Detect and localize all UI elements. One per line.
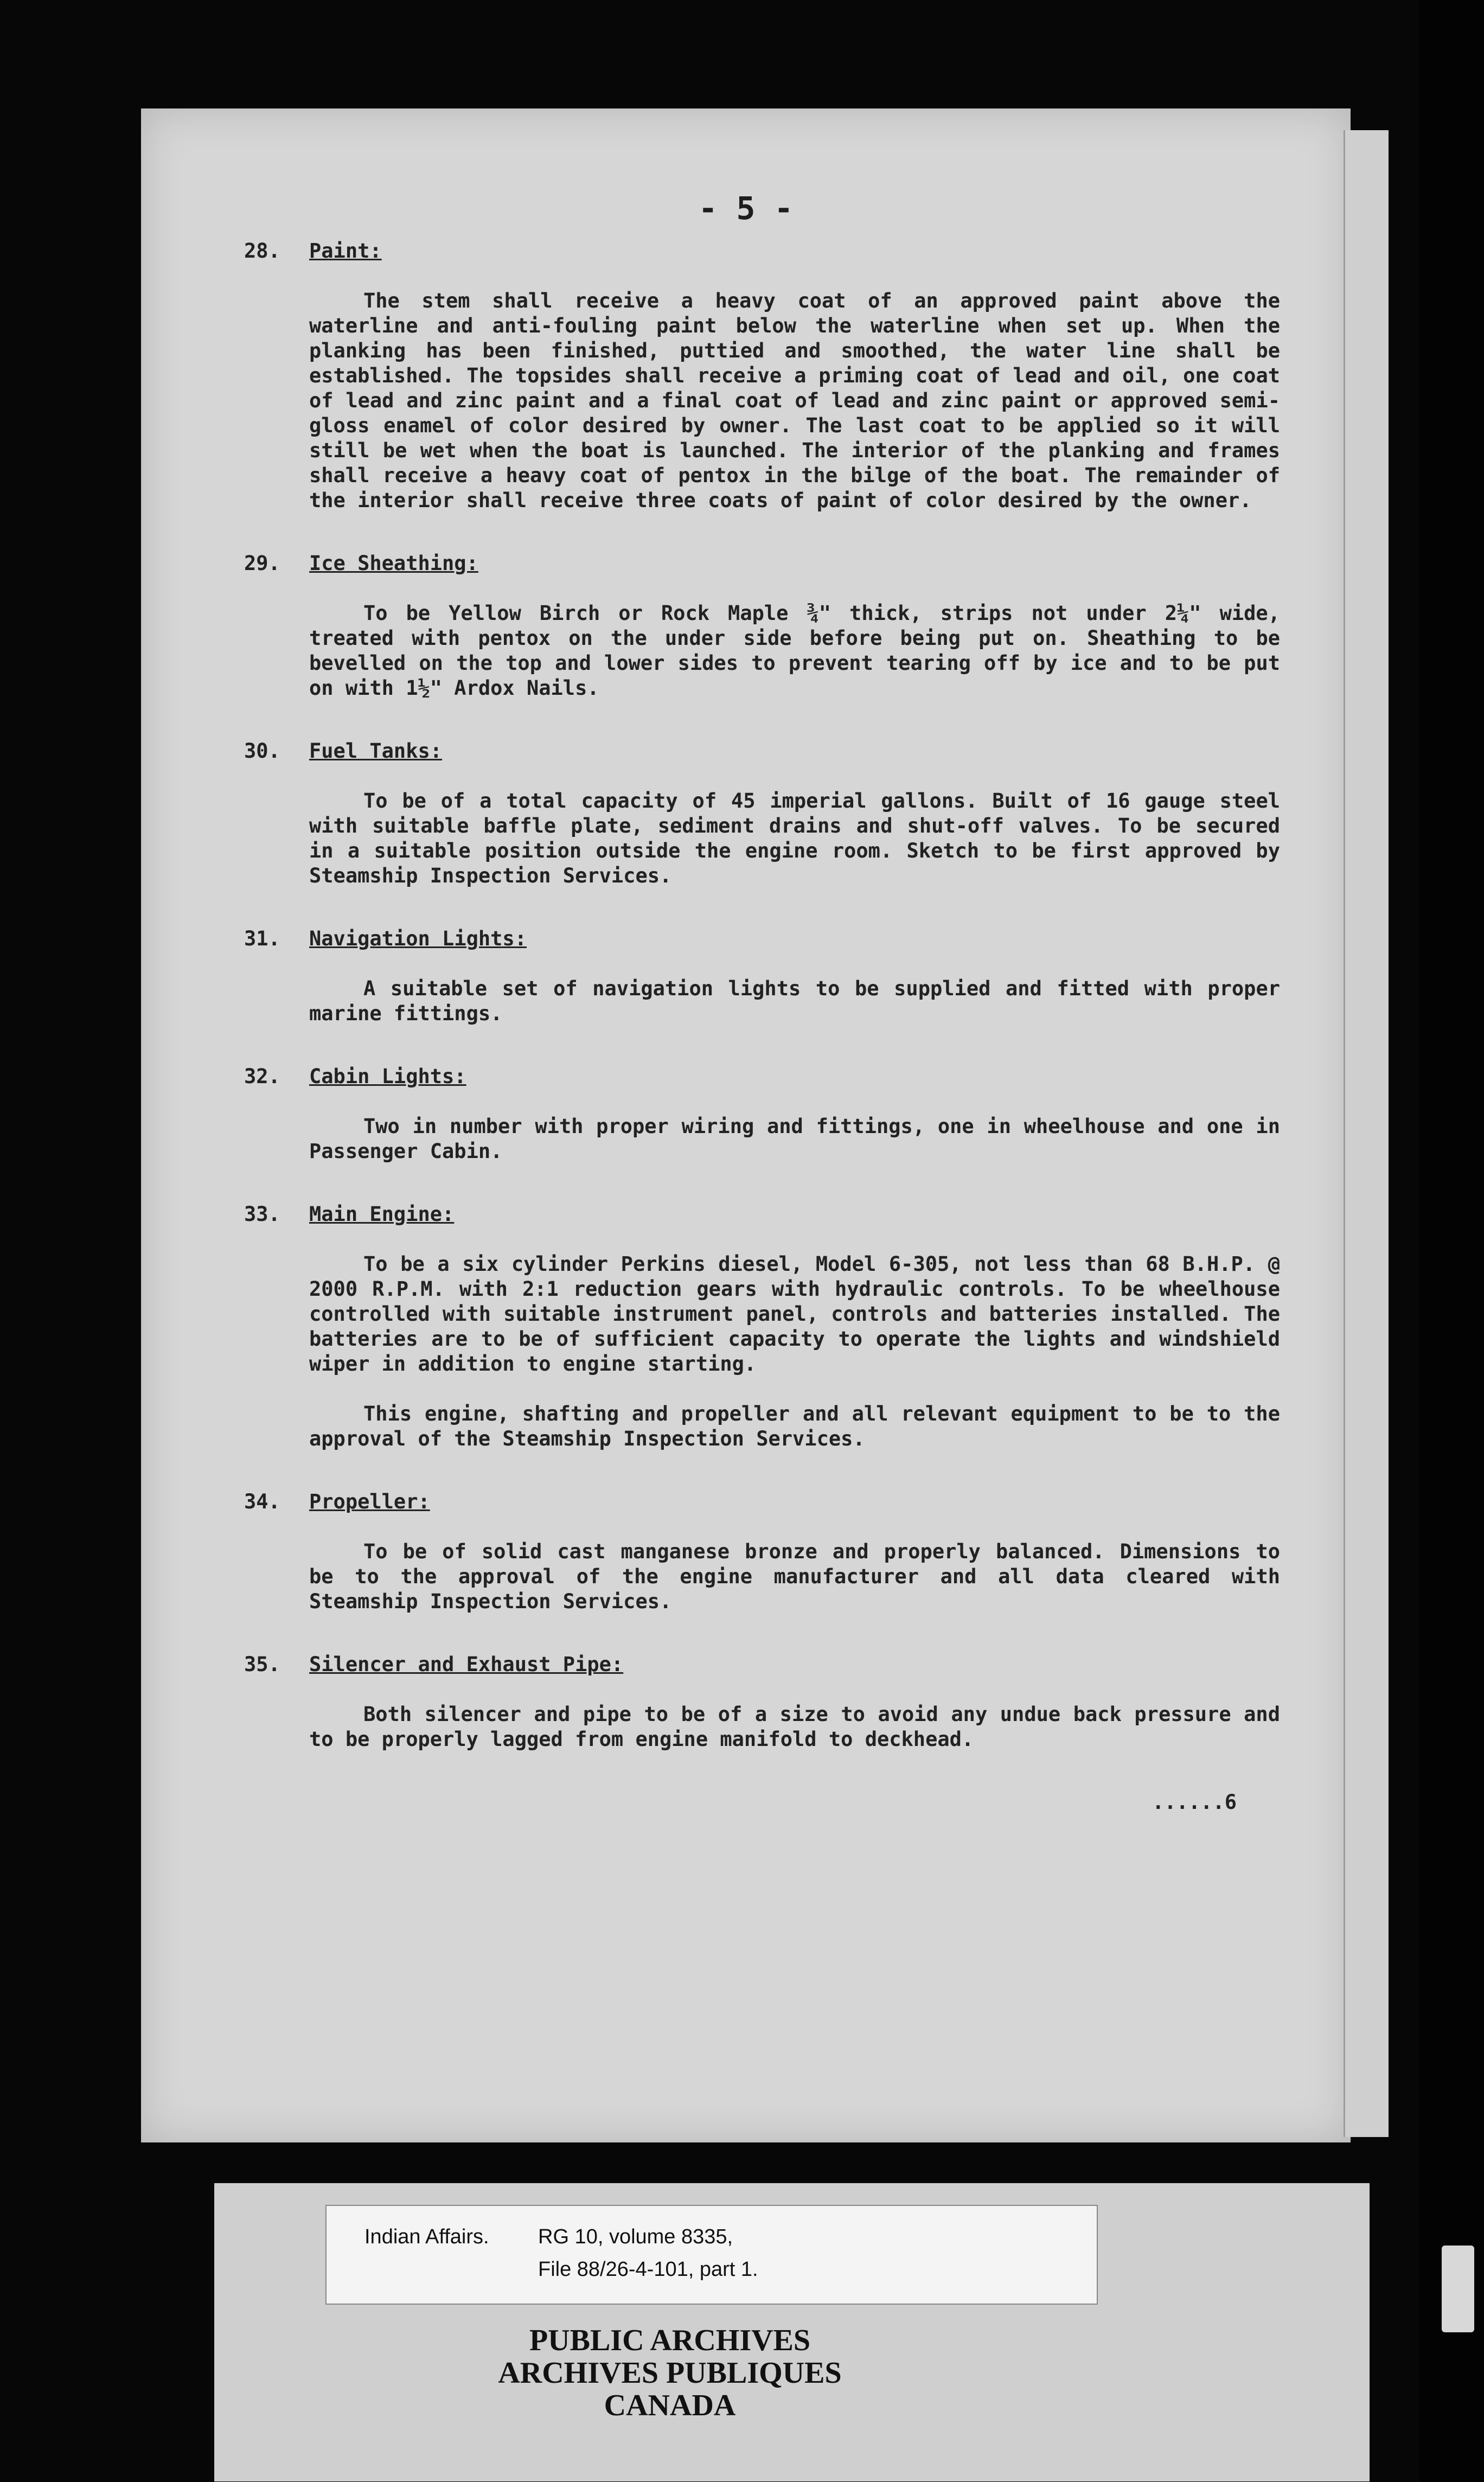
section-paragraph: The stem shall receive a heavy coat of an approved paint above the waterline and anti-fouling paint below the waterline when set up. When the planking has been finished, puttied and smoothed, the water line shall be established. The topsides shall receive a priming coat of lead and oil, one coat of lead and zinc paint and a final coat of lead and zinc paint or approved semi-gloss enamel of color desired by owner. The last coat to be applied so it will still be wet when the boat is launched. The interior of the planking and frames shall receive a heavy coat of pentox in the bilge of the boat. The remainder of the interior shall receive three coats of paint of color desired by the owner. (309, 289, 1280, 512)
spec-section (244, 739, 1280, 888)
section-heading (244, 551, 1280, 576)
section-title: Ice Sheathing: (309, 552, 478, 575)
spec-section (244, 1202, 1280, 1451)
section-heading (244, 1652, 1280, 1677)
file-reference-label: File 88/26-4-101, part 1. (538, 2258, 758, 2281)
archives-stamp (214, 2324, 1125, 2422)
section-paragraph: This engine, shafting and propeller and all relevant equipment to be to the approval of the Steamship Inspection Services. (309, 1402, 1280, 1450)
section-heading (244, 1202, 1280, 1227)
section-title: Main Engine: (309, 1202, 455, 1226)
section-paragraph: A suitable set of navigation lights to be supplied and fitted with proper marine fittings. (309, 977, 1280, 1025)
section-heading (244, 926, 1280, 951)
section-paragraph: To be of a total capacity of 45 imperial gallons. Built of 16 gauge steel with suitable baffle plate, sediment drains and shut-off valves. To be secured in a suitable position outside the engine room. Sketch to be first approved by Steamship Inspection Services. (309, 789, 1280, 887)
section-title: Navigation Lights: (309, 927, 527, 950)
spec-section (244, 1652, 1280, 1752)
film-edge (1419, 0, 1484, 2482)
spec-section (244, 1489, 1280, 1614)
section-paragraph: To be of solid cast manganese bronze and properly balanced. Dimensions to be to the approval of the engine manufacturer and all data cleared with Steamship Inspection Services. (309, 1540, 1280, 1613)
spec-section (244, 239, 1280, 513)
section-number: 31. (244, 927, 280, 950)
section-heading (244, 239, 1280, 264)
section-title: Silencer and Exhaust Pipe: (309, 1653, 624, 1676)
section-heading (244, 1489, 1280, 1514)
section-number: 33. (244, 1202, 280, 1226)
document-page (141, 108, 1351, 2142)
archive-footer (214, 2183, 1370, 2481)
section-paragraph: To be Yellow Birch or Rock Maple ¾" thick, strips not under 2¼" wide, treated with pentox on the under side before being put on. Sheathing to be bevelled on the top and lower sides to prevent tearing off by ice and to be put on with 1½" Ardox Nails. (309, 602, 1280, 700)
page-curl-edge (1344, 130, 1389, 2137)
page-number: - 5 - (698, 190, 794, 227)
section-number: 32. (244, 1065, 280, 1088)
section-title: Paint: (309, 239, 382, 263)
section-title: Propeller: (309, 1490, 430, 1513)
record-group-label: RG 10, volume 8335, (538, 2225, 733, 2248)
specification-content (244, 239, 1280, 1815)
section-number: 34. (244, 1490, 280, 1513)
department-label: Indian Affairs. (364, 2225, 489, 2248)
spec-section (244, 926, 1280, 1026)
continuation-marker: ......6 (1152, 1790, 1237, 1814)
section-title: Fuel Tanks: (309, 739, 443, 763)
section-number: 28. (244, 239, 280, 263)
archives-stamp-line: PUBLIC ARCHIVES (529, 2324, 811, 2357)
archive-reference-label (325, 2205, 1098, 2305)
section-paragraph: To be a six cylinder Perkins diesel, Model 6-305, not less than 68 B.H.P. @ 2000 R.P.M. with 2:1 reduction gears with hydraulic controls. To be wheelhouse controlled with suitable instrument panel, controls and batteries installed. The batteries are to be of sufficient capacity to operate the lights and windshield wiper in addition to engine starting. (309, 1252, 1280, 1376)
film-frame-mark (1442, 2246, 1474, 2332)
section-heading (244, 739, 1280, 764)
section-title: Cabin Lights: (309, 1065, 466, 1088)
section-heading (244, 1064, 1280, 1089)
spec-section (244, 1064, 1280, 1164)
section-number: 35. (244, 1653, 280, 1676)
archives-stamp-line: ARCHIVES PUBLIQUES (498, 2356, 842, 2390)
archives-stamp-line: CANADA (604, 2389, 736, 2422)
section-number: 29. (244, 552, 280, 575)
section-number: 30. (244, 739, 280, 763)
spec-section (244, 551, 1280, 701)
section-paragraph: Both silencer and pipe to be of a size to avoid any undue back pressure and to be properly lagged from engine manifold to deckhead. (309, 1703, 1280, 1751)
section-paragraph: Two in number with proper wiring and fittings, one in wheelhouse and one in Passenger Cabin. (309, 1115, 1280, 1163)
